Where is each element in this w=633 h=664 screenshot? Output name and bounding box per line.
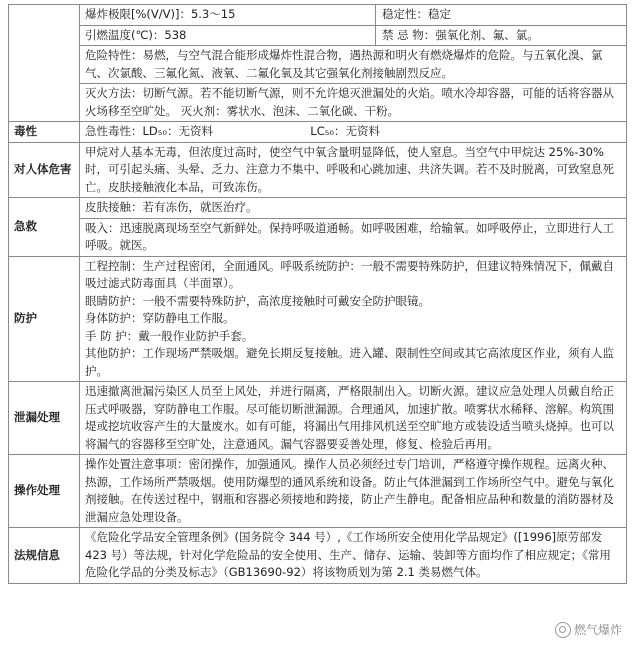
toxicity-label: 毒性 xyxy=(9,122,80,143)
row-regulation xyxy=(9,528,627,584)
first-aid-label: 急救 xyxy=(9,198,80,257)
explosion-limit: 爆炸极限[%(V/V)]：5.3～15 xyxy=(80,5,376,25)
health-hazard-text: 甲烷对人基本无毒，但浓度过高时，使空气中氧含量明显降低，使人窒息。当空气中甲烷达 25%-30%时，可引起头痛、头晕、乏力、注意力不集中、呼吸和心跳加速、共济失调。若不及时脱离，可致窒息死亡。皮肤接触液化本品，可致冻伤。 xyxy=(80,142,627,198)
row-toxicity xyxy=(9,122,627,143)
watermark-text: 燃气爆炸 xyxy=(573,623,622,637)
stability: 稳定性：稳定 xyxy=(382,7,451,21)
first-aid-inhale: 吸入：迅速脱离现场至空气新鲜处。保持呼吸道通畅。如呼吸困难，给输氧。如呼吸停止，立即进行人工呼吸。就医。 xyxy=(80,218,627,256)
protection-label: 防护 xyxy=(9,256,80,382)
regulation-label: 法规信息 xyxy=(9,528,80,584)
hazard-characteristics: 危险特性：易燃，与空气混合能形成爆炸性混合物，遇热源和明火有燃烧爆炸的危险。与五氧化溴、氯气、次氯酸、三氟化氮、液氧、二氟化氧及其它强氧化剂接触剧烈反应。 xyxy=(80,46,627,84)
leak-label: 泄漏处理 xyxy=(9,382,80,455)
row-leak xyxy=(9,382,627,455)
ignition-prohibited-cell xyxy=(80,25,627,46)
watermark xyxy=(552,621,625,638)
physical-category-cell xyxy=(9,5,80,122)
row-handling xyxy=(9,455,627,528)
msds-table xyxy=(8,4,627,584)
protection-other: 其他防护：工作现场严禁吸烟。避免长期反复接触。进入罐、限制性空间或其它高浓度区作业，须有人监护。 xyxy=(85,346,614,378)
protection-body: 身体防护：穿防静电工作服。 xyxy=(85,311,235,325)
fire-fighting: 灭火方法：切断气源。若不能切断气源，则不允许熄灭泄漏处的火焰。喷水冷却容器，可能的话将容器从火场移至空旷处。 灭火剂：雾状水、泡沫、二氧化碳、干粉。 xyxy=(80,84,627,122)
protection-cell xyxy=(80,256,627,382)
wechat-logo-icon xyxy=(555,622,571,638)
row-fire xyxy=(9,84,627,122)
row-hazard xyxy=(9,46,627,84)
row-first-aid-skin xyxy=(9,198,627,219)
row-health xyxy=(9,142,627,198)
ignition-temp: 引燃温度(℃)：538 xyxy=(80,26,376,46)
handling-label: 操作处理 xyxy=(9,455,80,528)
protection-engineering: 工程控制：生产过程密闭，全面通风。呼吸系统防护：一般不需要特殊防护，但建议特殊情况下，佩戴自吸过滤式防毒面具（半面罩）。 xyxy=(85,258,614,290)
row-ignition xyxy=(9,25,627,46)
handling-text: 操作处置注意事项：密闭操作，加强通风。操作人员必须经过专门培训，严格遵守操作规程。远离火种、热源，工作场所严禁吸烟。使用防爆型的通风系统和设备。防止气体泄漏到工作场所空气中。避免与氧化剂接触。在传送过程中，钢瓶和容器必须接地和跨接，防止产生静电。配备相应品种和数量的消防器材及泄漏应急处理设备。 xyxy=(80,455,627,528)
lc50-value: LC₅₀：无资料 xyxy=(310,124,380,138)
first-aid-skin: 皮肤接触：若有冻伤，就医治疗。 xyxy=(80,198,627,219)
ld50-value: 急性毒性：LD₅₀：无资料 xyxy=(85,124,213,138)
prohibited-substances: 禁 忌 物：强氧化剂、氟、氯。 xyxy=(382,27,539,42)
leak-text: 迅速撤离泄漏污染区人员至上风处，并进行隔离，严格限制出入。切断火源。建议应急处理人员戴自给正压式呼吸器，穿防静电工作服。尽可能切断泄漏源。合理通风，加速扩散。喷雾状水稀释、溶解。构筑围堤或挖坑收容产生的大量废水。如有可能，将漏出气用排风机送至空旷地方或装设适当喷头烧掉。也可以将漏气的容器移至空旷处，注意通风。漏气容器要妥善处理，修复、检验后再用。 xyxy=(80,382,627,455)
explosion-stability-cell xyxy=(80,5,627,26)
regulation-text: 《危险化学品安全管理条例》(国务院令 344 号）,《工作场所安全使用化学品规定》([1996]原劳部发 423 号）等法规，针对化学危险品的安全使用、生产、储存、运输、装卸等方面均作了相应规定；《常用危险化学品的分类及标志》（GB13690-92）将该物质划为第 2.1 类易燃气体。 xyxy=(80,528,627,584)
protection-hand: 手 防 护：戴一般作业防护手套。 xyxy=(85,328,254,343)
row-explosion-limit xyxy=(9,5,627,26)
row-protection xyxy=(9,256,627,382)
protection-eye: 眼睛防护：一般不需要特殊防护，高浓度接触时可戴安全防护眼镜。 xyxy=(85,293,430,308)
toxicity-cell xyxy=(80,122,627,143)
health-label: 对人体危害 xyxy=(9,142,80,198)
row-first-aid-inhale xyxy=(9,218,627,256)
